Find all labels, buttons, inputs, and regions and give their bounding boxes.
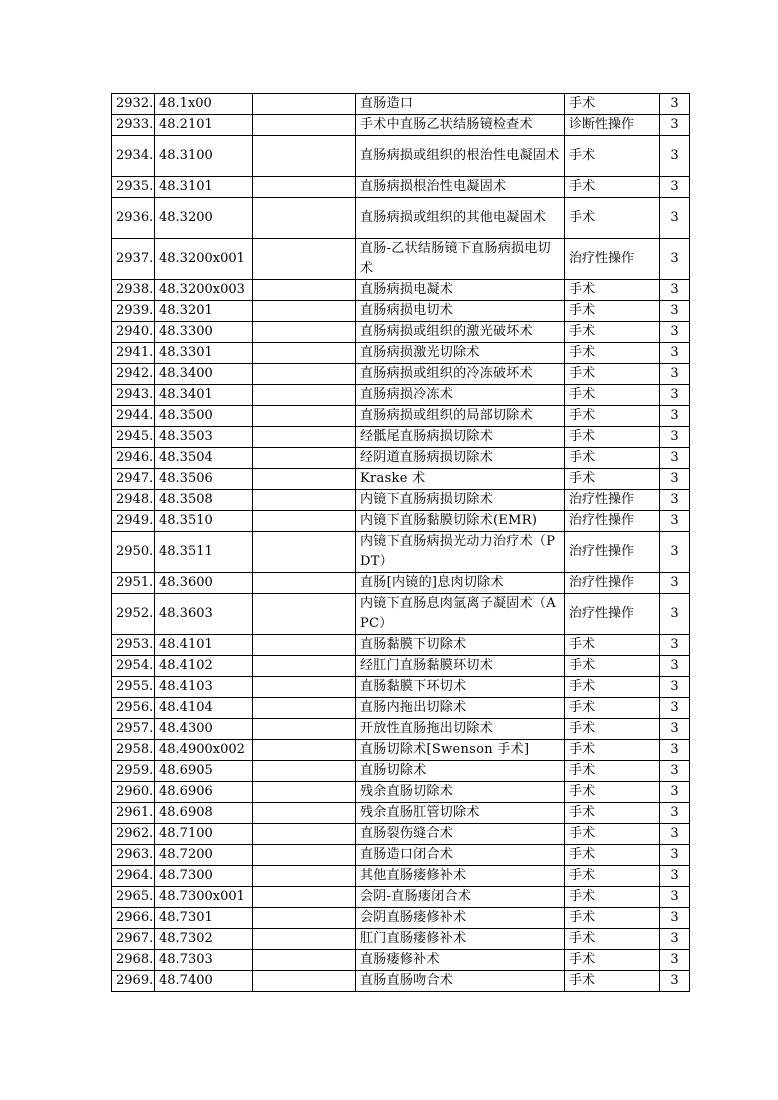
procedure-type: 手术 <box>565 866 660 887</box>
procedure-name: 残余直肠肛管切除术 <box>356 803 565 824</box>
table-row <box>112 322 690 343</box>
procedure-grade: 3 <box>660 573 690 594</box>
row-number: 2951. <box>112 573 155 594</box>
extra-cell <box>253 301 356 322</box>
procedure-name: 直肠内拖出切除术 <box>356 698 565 719</box>
procedure-grade: 3 <box>660 406 690 427</box>
procedure-grade: 3 <box>660 177 690 198</box>
procedure-grade: 3 <box>660 469 690 490</box>
extra-cell <box>253 782 356 803</box>
procedure-type: 手术 <box>565 469 660 490</box>
row-number: 2965. <box>112 887 155 908</box>
extra-cell <box>253 908 356 929</box>
table-row <box>112 782 690 803</box>
procedure-type: 手术 <box>565 280 660 301</box>
row-number: 2939. <box>112 301 155 322</box>
row-number: 2962. <box>112 824 155 845</box>
procedure-type: 手术 <box>565 136 660 177</box>
row-number: 2963. <box>112 845 155 866</box>
procedure-grade: 3 <box>660 322 690 343</box>
extra-cell <box>253 427 356 448</box>
procedure-code: 48.3510 <box>155 511 253 532</box>
table-row <box>112 908 690 929</box>
extra-cell <box>253 136 356 177</box>
extra-cell <box>253 824 356 845</box>
procedure-grade: 3 <box>660 761 690 782</box>
row-number: 2941. <box>112 343 155 364</box>
extra-cell <box>253 866 356 887</box>
procedure-type: 手术 <box>565 845 660 866</box>
procedure-type: 治疗性操作 <box>565 490 660 511</box>
table-row <box>112 136 690 177</box>
procedure-name: 直肠-乙状结肠镜下直肠病损电切术 <box>356 239 565 280</box>
procedure-grade: 3 <box>660 427 690 448</box>
procedure-type: 手术 <box>565 761 660 782</box>
row-number: 2933. <box>112 115 155 136</box>
row-number: 2937. <box>112 239 155 280</box>
table-row <box>112 301 690 322</box>
procedure-name: 直肠病损根治性电凝固术 <box>356 177 565 198</box>
procedure-name: 直肠病损或组织的激光破坏术 <box>356 322 565 343</box>
procedure-type: 治疗性操作 <box>565 511 660 532</box>
procedure-name: 会阴-直肠瘘闭合术 <box>356 887 565 908</box>
row-number: 2957. <box>112 719 155 740</box>
table-row <box>112 594 690 635</box>
procedure-type: 手术 <box>565 782 660 803</box>
table-row <box>112 740 690 761</box>
procedure-name: 直肠[内镜的]息肉切除术 <box>356 573 565 594</box>
table-row <box>112 761 690 782</box>
extra-cell <box>253 803 356 824</box>
extra-cell <box>253 115 356 136</box>
table-row <box>112 343 690 364</box>
procedure-name: Kraske 术 <box>356 469 565 490</box>
procedure-code: 48.3400 <box>155 364 253 385</box>
table-row <box>112 94 690 115</box>
table-row <box>112 511 690 532</box>
procedure-type: 手术 <box>565 198 660 239</box>
table-row <box>112 824 690 845</box>
row-number: 2949. <box>112 511 155 532</box>
procedure-name: 开放性直肠拖出切除术 <box>356 719 565 740</box>
table-row <box>112 887 690 908</box>
extra-cell <box>253 94 356 115</box>
procedure-type: 手术 <box>565 971 660 992</box>
extra-cell <box>253 845 356 866</box>
table-row <box>112 198 690 239</box>
procedure-type: 手术 <box>565 177 660 198</box>
procedure-type: 手术 <box>565 929 660 950</box>
extra-cell <box>253 573 356 594</box>
procedure-code: 48.3508 <box>155 490 253 511</box>
table-row <box>112 490 690 511</box>
procedure-code: 48.7303 <box>155 950 253 971</box>
extra-cell <box>253 343 356 364</box>
row-number: 2959. <box>112 761 155 782</box>
row-number: 2945. <box>112 427 155 448</box>
procedure-name: 直肠切除术 <box>356 761 565 782</box>
row-number: 2956. <box>112 698 155 719</box>
row-number: 2934. <box>112 136 155 177</box>
row-number: 2960. <box>112 782 155 803</box>
extra-cell <box>253 406 356 427</box>
extra-cell <box>253 950 356 971</box>
extra-cell <box>253 322 356 343</box>
row-number: 2961. <box>112 803 155 824</box>
procedure-name: 经肛门直肠黏膜环切术 <box>356 656 565 677</box>
procedure-type: 手术 <box>565 656 660 677</box>
extra-cell <box>253 719 356 740</box>
table-row <box>112 427 690 448</box>
procedure-name: 直肠黏膜下切除术 <box>356 635 565 656</box>
procedure-type: 手术 <box>565 719 660 740</box>
table-row <box>112 364 690 385</box>
procedure-grade: 3 <box>660 115 690 136</box>
procedure-name: 直肠病损或组织的根治性电凝固术 <box>356 136 565 177</box>
row-number: 2969. <box>112 971 155 992</box>
procedure-code: 48.7100 <box>155 824 253 845</box>
procedure-name: 内镜下直肠黏膜切除术(EMR) <box>356 511 565 532</box>
procedure-name: 直肠造口闭合术 <box>356 845 565 866</box>
row-number: 2968. <box>112 950 155 971</box>
procedure-code: 48.7400 <box>155 971 253 992</box>
row-number: 2953. <box>112 635 155 656</box>
procedure-name: 内镜下直肠病损光动力治疗术（PDT） <box>356 532 565 573</box>
procedure-type: 手术 <box>565 698 660 719</box>
extra-cell <box>253 198 356 239</box>
procedure-type: 手术 <box>565 740 660 761</box>
row-number: 2944. <box>112 406 155 427</box>
procedure-name: 直肠造口 <box>356 94 565 115</box>
procedure-grade: 3 <box>660 511 690 532</box>
row-number: 2943. <box>112 385 155 406</box>
procedure-name: 会阴直肠瘘修补术 <box>356 908 565 929</box>
procedure-name: 直肠病损电切术 <box>356 301 565 322</box>
procedure-code: 48.7301 <box>155 908 253 929</box>
procedure-code: 48.4900x002 <box>155 740 253 761</box>
extra-cell <box>253 469 356 490</box>
row-number: 2938. <box>112 280 155 301</box>
procedure-code: 48.2101 <box>155 115 253 136</box>
extra-cell <box>253 239 356 280</box>
row-number: 2952. <box>112 594 155 635</box>
procedure-grade: 3 <box>660 448 690 469</box>
extra-cell <box>253 448 356 469</box>
procedure-grade: 3 <box>660 866 690 887</box>
extra-cell <box>253 887 356 908</box>
procedure-type: 手术 <box>565 322 660 343</box>
extra-cell <box>253 280 356 301</box>
procedure-code: 48.3201 <box>155 301 253 322</box>
procedure-grade: 3 <box>660 698 690 719</box>
table-row <box>112 469 690 490</box>
table-row <box>112 177 690 198</box>
procedure-type: 手术 <box>565 908 660 929</box>
procedure-code: 48.3101 <box>155 177 253 198</box>
procedure-type: 治疗性操作 <box>565 532 660 573</box>
procedure-name: 肛门直肠瘘修补术 <box>356 929 565 950</box>
row-number: 2940. <box>112 322 155 343</box>
procedure-code: 48.4104 <box>155 698 253 719</box>
row-number: 2947. <box>112 469 155 490</box>
procedure-name: 其他直肠瘘修补术 <box>356 866 565 887</box>
procedure-code: 48.4103 <box>155 677 253 698</box>
procedure-grade: 3 <box>660 198 690 239</box>
procedure-name: 内镜下直肠病损切除术 <box>356 490 565 511</box>
procedure-grade: 3 <box>660 532 690 573</box>
procedure-code: 48.3401 <box>155 385 253 406</box>
procedure-type: 治疗性操作 <box>565 594 660 635</box>
procedure-grade: 3 <box>660 94 690 115</box>
procedure-code: 48.3506 <box>155 469 253 490</box>
table-row <box>112 406 690 427</box>
procedure-code: 48.3200x001 <box>155 239 253 280</box>
table-row <box>112 698 690 719</box>
procedure-grade: 3 <box>660 719 690 740</box>
procedure-code: 48.4102 <box>155 656 253 677</box>
row-number: 2935. <box>112 177 155 198</box>
procedure-name: 直肠瘘修补术 <box>356 950 565 971</box>
procedure-grade: 3 <box>660 343 690 364</box>
procedure-type: 治疗性操作 <box>565 573 660 594</box>
procedure-grade: 3 <box>660 971 690 992</box>
table-row <box>112 719 690 740</box>
procedure-grade: 3 <box>660 782 690 803</box>
procedure-name: 直肠病损或组织的其他电凝固术 <box>356 198 565 239</box>
extra-cell <box>253 971 356 992</box>
procedure-name: 经阴道直肠病损切除术 <box>356 448 565 469</box>
procedure-grade: 3 <box>660 490 690 511</box>
procedure-grade: 3 <box>660 824 690 845</box>
procedure-type: 手术 <box>565 427 660 448</box>
extra-cell <box>253 635 356 656</box>
procedure-type: 手术 <box>565 803 660 824</box>
procedure-grade: 3 <box>660 677 690 698</box>
procedure-name: 直肠病损激光切除术 <box>356 343 565 364</box>
row-number: 2946. <box>112 448 155 469</box>
extra-cell <box>253 740 356 761</box>
procedure-code: 48.6905 <box>155 761 253 782</box>
table-row <box>112 845 690 866</box>
procedure-name: 直肠病损或组织的冷冻破坏术 <box>356 364 565 385</box>
procedure-type: 手术 <box>565 635 660 656</box>
procedure-type: 手术 <box>565 406 660 427</box>
procedure-table <box>111 93 690 992</box>
procedure-type: 诊断性操作 <box>565 115 660 136</box>
extra-cell <box>253 698 356 719</box>
procedure-grade: 3 <box>660 280 690 301</box>
procedure-grade: 3 <box>660 594 690 635</box>
procedure-code: 48.4300 <box>155 719 253 740</box>
procedure-name: 直肠切除术[Swenson 手术] <box>356 740 565 761</box>
procedure-code: 48.3600 <box>155 573 253 594</box>
procedure-name: 直肠黏膜下环切术 <box>356 677 565 698</box>
extra-cell <box>253 490 356 511</box>
procedure-type: 手术 <box>565 950 660 971</box>
procedure-grade: 3 <box>660 929 690 950</box>
procedure-grade: 3 <box>660 136 690 177</box>
procedure-grade: 3 <box>660 385 690 406</box>
table-row <box>112 239 690 280</box>
table-row <box>112 385 690 406</box>
procedure-type: 手术 <box>565 448 660 469</box>
procedure-code: 48.3603 <box>155 594 253 635</box>
procedure-type: 手术 <box>565 364 660 385</box>
procedure-grade: 3 <box>660 803 690 824</box>
row-number: 2967. <box>112 929 155 950</box>
procedure-name: 直肠病损或组织的局部切除术 <box>356 406 565 427</box>
procedure-grade: 3 <box>660 950 690 971</box>
extra-cell <box>253 385 356 406</box>
extra-cell <box>253 532 356 573</box>
row-number: 2955. <box>112 677 155 698</box>
row-number: 2966. <box>112 908 155 929</box>
procedure-name: 内镜下直肠息肉氩离子凝固术（APC） <box>356 594 565 635</box>
row-number: 2950. <box>112 532 155 573</box>
procedure-type: 手术 <box>565 343 660 364</box>
procedure-name: 直肠直肠吻合术 <box>356 971 565 992</box>
row-number: 2964. <box>112 866 155 887</box>
extra-cell <box>253 364 356 385</box>
row-number: 2948. <box>112 490 155 511</box>
extra-cell <box>253 511 356 532</box>
procedure-code: 48.4101 <box>155 635 253 656</box>
procedure-type: 治疗性操作 <box>565 239 660 280</box>
procedure-type: 手术 <box>565 385 660 406</box>
table-row <box>112 803 690 824</box>
procedure-grade: 3 <box>660 845 690 866</box>
table-row <box>112 573 690 594</box>
procedure-name: 手术中直肠乙状结肠镜检查术 <box>356 115 565 136</box>
procedure-code: 48.3300 <box>155 322 253 343</box>
procedure-grade: 3 <box>660 364 690 385</box>
procedure-grade: 3 <box>660 740 690 761</box>
procedure-type: 手术 <box>565 887 660 908</box>
procedure-type: 手术 <box>565 301 660 322</box>
procedure-grade: 3 <box>660 887 690 908</box>
procedure-code: 48.7300x001 <box>155 887 253 908</box>
table-row <box>112 971 690 992</box>
procedure-name: 直肠病损电凝术 <box>356 280 565 301</box>
row-number: 2954. <box>112 656 155 677</box>
procedure-grade: 3 <box>660 908 690 929</box>
procedure-grade: 3 <box>660 635 690 656</box>
procedure-type: 手术 <box>565 94 660 115</box>
procedure-code: 48.7300 <box>155 866 253 887</box>
table-row <box>112 448 690 469</box>
table-row <box>112 115 690 136</box>
extra-cell <box>253 929 356 950</box>
procedure-grade: 3 <box>660 656 690 677</box>
table-row <box>112 635 690 656</box>
procedure-name: 直肠裂伤缝合术 <box>356 824 565 845</box>
table-row <box>112 532 690 573</box>
table-row <box>112 929 690 950</box>
procedure-type: 手术 <box>565 824 660 845</box>
row-number: 2932. <box>112 94 155 115</box>
row-number: 2942. <box>112 364 155 385</box>
procedure-code: 48.3504 <box>155 448 253 469</box>
table-row <box>112 280 690 301</box>
procedure-code: 48.3500 <box>155 406 253 427</box>
procedure-code: 48.3200x003 <box>155 280 253 301</box>
procedure-grade: 3 <box>660 239 690 280</box>
procedure-code: 48.3301 <box>155 343 253 364</box>
row-number: 2958. <box>112 740 155 761</box>
extra-cell <box>253 594 356 635</box>
procedure-code: 48.3511 <box>155 532 253 573</box>
procedure-code: 48.7200 <box>155 845 253 866</box>
table-row <box>112 677 690 698</box>
extra-cell <box>253 761 356 782</box>
procedure-code: 48.6908 <box>155 803 253 824</box>
procedure-code: 48.3100 <box>155 136 253 177</box>
extra-cell <box>253 656 356 677</box>
extra-cell <box>253 677 356 698</box>
procedure-name: 直肠病损冷冻术 <box>356 385 565 406</box>
procedure-grade: 3 <box>660 301 690 322</box>
procedure-table-body <box>112 94 690 992</box>
procedure-code: 48.7302 <box>155 929 253 950</box>
table-row <box>112 656 690 677</box>
procedure-name: 经骶尾直肠病损切除术 <box>356 427 565 448</box>
table-row <box>112 866 690 887</box>
procedure-code: 48.1x00 <box>155 94 253 115</box>
extra-cell <box>253 177 356 198</box>
table-row <box>112 950 690 971</box>
procedure-code: 48.3503 <box>155 427 253 448</box>
procedure-type: 手术 <box>565 677 660 698</box>
row-number: 2936. <box>112 198 155 239</box>
procedure-code: 48.6906 <box>155 782 253 803</box>
procedure-name: 残余直肠切除术 <box>356 782 565 803</box>
procedure-code: 48.3200 <box>155 198 253 239</box>
